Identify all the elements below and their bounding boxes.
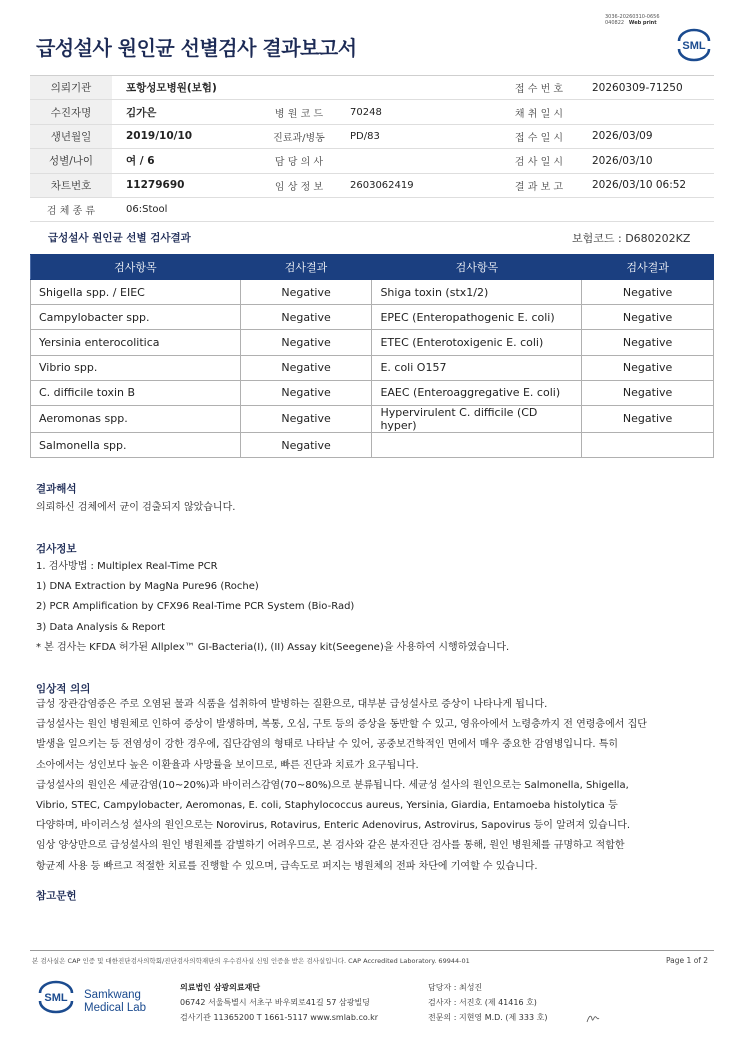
page-number: Page 1 of 2	[666, 956, 709, 965]
clinical-line: 급성설사는 원인 병원체로 인하여 증상이 발생하며, 복통, 오심, 구토 등의 증상을 동반할 수 있고, 영유아에서 노령층까지 전 연령층에서 집단	[36, 719, 647, 731]
test-result: Negative	[240, 280, 372, 305]
info-value: 여 / 6	[112, 149, 262, 173]
staff-manager: 담당자 : 최성진	[428, 983, 483, 992]
header-test-item: 검사항목	[372, 255, 582, 280]
info-label: 차트번호	[30, 173, 112, 197]
clinical-title: 임상적 의의	[36, 683, 91, 695]
table-row	[31, 405, 714, 432]
results-header-row	[31, 255, 714, 280]
test-item	[372, 432, 582, 457]
svg-text:SML: SML	[44, 992, 68, 1004]
clinical-line: Vibrio, STEC, Campylobacter, Aeromonas, E. coli, Staphylococcus aureus, Yersinia, Giardia, Entamoeba histolytica 등	[36, 800, 618, 812]
test-result: Negative	[582, 355, 714, 380]
test-item: Shigella spp. / EIEC	[31, 280, 241, 305]
info-label: 병 원 코 드	[262, 100, 336, 124]
svg-text:SML: SML	[682, 40, 706, 52]
test-result: Negative	[582, 305, 714, 330]
test-item: E. coli O157	[372, 355, 582, 380]
foundation-contact: 검사기관 11365200 T 1661-5117 www.smlab.co.kr	[180, 1013, 379, 1022]
specimen-value: 06:Stool	[112, 197, 714, 221]
staff-specialist: 전문의 : 지현영 M.D. (제 333 호)	[428, 1013, 548, 1022]
info-label: 접 수 일 시	[498, 124, 580, 148]
clinical-line: 급성설사의 원인은 세균감염(10~20%)과 바이러스감염(70~80%)으로 분류됩니다. 세균성 설사의 원인으로는 Salmonella, Shigella,	[36, 779, 629, 791]
info-row	[30, 149, 714, 173]
info-value	[336, 76, 498, 100]
lab-logo-line1: Samkwang	[84, 989, 141, 1001]
header-test-item: 검사항목	[31, 255, 241, 280]
test-result: Negative	[582, 405, 714, 432]
info-value: 2603062419	[336, 173, 498, 197]
clinical-line: 항균제 사용 등 빠르고 적절한 치료를 진행할 수 있으며, 급속도로 퍼지는 병원체의 전파 차단에 기여할 수 있습니다.	[36, 860, 538, 872]
table-row	[31, 280, 714, 305]
test-result: Negative	[582, 380, 714, 405]
info-row	[30, 100, 714, 124]
patient-info-table	[30, 75, 714, 222]
info-row-specimen	[30, 197, 714, 221]
info-label: 임 상 정 보	[262, 173, 336, 197]
info-value: 70248	[336, 100, 498, 124]
info-value: 2026/03/09	[580, 124, 714, 148]
test-item: Shiga toxin (stx1/2)	[372, 280, 582, 305]
lab-logo-text	[84, 989, 146, 1015]
test-item: Salmonella spp.	[31, 432, 241, 457]
signature-icon	[586, 1012, 600, 1024]
foundation-address: 06742 서울특별시 서초구 바우뫼로41길 57 삼광빌딩	[180, 998, 370, 1007]
clinical-line: 다양하며, 바이러스성 설사의 원인으로는 Norovirus, Rotavirus, Enteric Adenovirus, Astrovirus, Sapovirus 등이 알려져 있습니다.	[36, 820, 631, 832]
specimen-label: 검 체 종 류	[30, 197, 112, 221]
test-info-line: 3) Data Analysis & Report	[36, 621, 166, 633]
results-section-title: 급성설사 원인균 선별 검사결과	[48, 232, 191, 244]
info-value: 11279690	[112, 173, 262, 197]
interpretation-title: 결과해석	[36, 483, 77, 495]
info-value: 20260309-71250	[580, 76, 714, 100]
test-info-block	[36, 557, 509, 658]
header-test-result: 검사결과	[582, 255, 714, 280]
test-result: Negative	[240, 330, 372, 355]
lab-logo-line2: Medical Lab	[84, 1002, 147, 1014]
clinical-line: 급성 장관감염증은 주로 오염된 물과 식품을 섭취하여 발병하는 질환으로, 대부분 급성설사로 증상이 나타나게 됩니다.	[36, 699, 548, 710]
table-row	[31, 380, 714, 405]
test-result: Negative	[240, 305, 372, 330]
info-label: 결 과 보 고	[498, 173, 580, 197]
results-table	[30, 254, 714, 458]
info-label: 검 사 일 시	[498, 149, 580, 173]
foundation-name: 의료법인 삼광의료재단	[180, 983, 261, 992]
test-result: Negative	[582, 330, 714, 355]
info-label: 담 당 의 사	[262, 149, 336, 173]
test-result	[582, 432, 714, 457]
info-row	[30, 173, 714, 197]
info-value: 포항성모병원(보험)	[112, 76, 262, 100]
test-info-line: 2) PCR Amplification by CFX96 Real-Time PCR System (Bio-Rad)	[36, 601, 355, 613]
info-value: 김가은	[112, 100, 262, 124]
test-result: Negative	[240, 405, 372, 432]
test-item: Vibrio spp.	[31, 355, 241, 380]
info-label: 채 취 일 시	[498, 100, 580, 124]
table-row	[31, 432, 714, 457]
info-label: 의뢰기관	[30, 76, 112, 100]
table-row	[31, 305, 714, 330]
info-label: 성별/나이	[30, 149, 112, 173]
test-item: C. difficile toxin B	[31, 380, 241, 405]
interpretation-text: 의뢰하신 검체에서 균이 검출되지 않았습니다.	[36, 502, 236, 513]
test-info-line: 1. 검사방법 : Multiplex Real-Time PCR	[36, 561, 218, 572]
header-test-result: 검사결과	[240, 255, 372, 280]
sml-logo-icon	[674, 28, 714, 62]
info-value: 2019/10/10	[112, 124, 262, 148]
test-item: Hypervirulent C. difficile (CD hyper)	[372, 405, 582, 432]
info-value: 2026/03/10	[580, 149, 714, 173]
footer-divider	[30, 950, 714, 951]
clinical-line: 발생을 일으키는 등 전염성이 강한 경우에, 집단감염의 형태로 나타날 수 있어, 공중보건학적인 면에서 매우 중요한 감염병입니다. 특히	[36, 739, 619, 751]
sml-logo-icon	[36, 980, 76, 1014]
insurance-code: 보험코드 : D680202KZ	[572, 232, 691, 245]
test-item: ETEC (Enterotoxigenic E. coli)	[372, 330, 582, 355]
test-info-line: 1) DNA Extraction by MagNa Pure96 (Roche)	[36, 581, 259, 593]
test-result: Negative	[240, 432, 372, 457]
info-value	[336, 149, 498, 173]
foundation-info	[180, 980, 378, 1025]
document-code-line1: 3036-20260310-0656	[605, 14, 660, 20]
test-item: EPEC (Enteropathogenic E. coli)	[372, 305, 582, 330]
document-code-line2: 040822	[605, 20, 625, 26]
info-row	[30, 124, 714, 148]
clinical-line: 소아에서는 성인보다 높은 이환율과 사망률을 보이므로, 빠른 진단과 치료가 요구됩니다.	[36, 759, 419, 771]
test-item: Aeromonas spp.	[31, 405, 241, 432]
footer-accreditation-note: 본 검사실은 CAP 인증 및 대한진단검사의학회/진단검사의학재단의 우수검사실 신임 인증을 받은 검사실입니다. CAP Accredited Laboratory. 69944-01	[32, 957, 470, 965]
staff-info	[428, 980, 547, 1025]
test-result: Negative	[240, 380, 372, 405]
info-label: 생년월일	[30, 124, 112, 148]
test-info-line: * 본 검사는 KFDA 허가된 Allplex™ GI-Bacteria(I), (II) Assay kit(Seegene)을 사용하여 시행하였습니다.	[36, 641, 510, 653]
info-label: 수진자명	[30, 100, 112, 124]
info-value	[580, 100, 714, 124]
info-label: 접 수 번 호	[498, 76, 580, 100]
test-result: Negative	[240, 355, 372, 380]
test-result: Negative	[582, 280, 714, 305]
clinical-line: 임상 양상만으로 급성설사의 원인 병원체를 감별하기 어려우므로, 본 검사와 같은 분자진단 검사를 통해, 원인 병원체를 규명하고 적합한	[36, 840, 625, 852]
test-item: Campylobacter spp.	[31, 305, 241, 330]
info-label: 진료과/병동	[262, 124, 336, 148]
references-title: 참고문헌	[36, 890, 77, 902]
table-row	[31, 355, 714, 380]
info-label	[262, 76, 336, 100]
staff-tester: 검사자 : 서진호 (제 41416 호)	[428, 998, 537, 1007]
web-print-label: Web print	[628, 20, 657, 26]
test-item: EAEC (Enteroaggregative E. coli)	[372, 380, 582, 405]
clinical-block	[36, 695, 647, 877]
test-info-title: 검사정보	[36, 543, 77, 555]
page-title: 급성설사 원인균 선별검사 결과보고서	[36, 36, 357, 60]
test-item: Yersinia enterocolitica	[31, 330, 241, 355]
table-row	[31, 330, 714, 355]
document-code	[605, 14, 660, 26]
info-value: PD/83	[336, 124, 498, 148]
info-value: 2026/03/10 06:52	[580, 173, 714, 197]
info-row	[30, 76, 714, 100]
